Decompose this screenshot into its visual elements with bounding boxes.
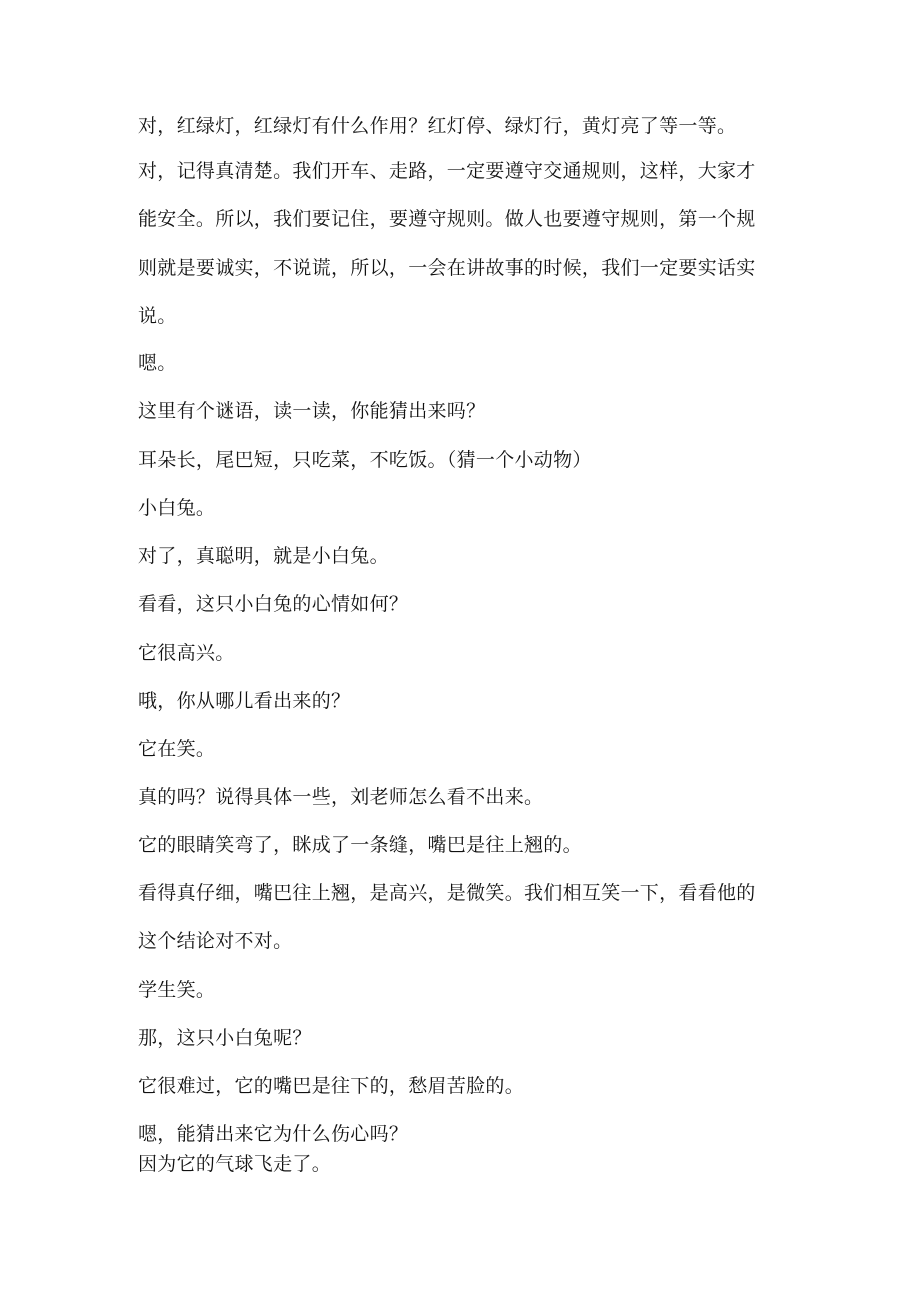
text-line: 真的吗？说得具体一些，刘老师怎么看不出来。	[138, 786, 544, 808]
text-line: 能安全。所以，我们要记住，要遵守规则。做人也要遵守规则，第一个规	[138, 208, 756, 230]
text-line: 对，记得真清楚。我们开车、走路，一定要遵守交通规则，这样，大家才	[138, 160, 756, 182]
text-line: 嗯，能猜出来它为什么伤心吗？	[138, 1123, 409, 1145]
text-line: 学生笑。	[138, 979, 216, 1001]
text-line: 说。	[138, 305, 177, 327]
text-line: 它在笑。	[138, 738, 216, 760]
text-line: 因为它的气球飞走了。	[138, 1153, 332, 1175]
text-line: 小白兔。	[138, 497, 216, 519]
text-line: 哦，你从哪儿看出来的？	[138, 690, 351, 712]
text-line: 耳朵长，尾巴短，只吃菜，不吃饭。（猜一个小动物）	[138, 449, 592, 471]
text-line: 那，这只小白兔呢？	[138, 1027, 312, 1049]
text-line: 它很难过，它的嘴巴是往下的，愁眉苦脸的。	[138, 1075, 525, 1097]
text-line: 这里有个谜语，读一读，你能猜出来吗？	[138, 400, 486, 422]
text-line: 这个结论对不对。	[138, 930, 293, 952]
text-line: 看得真仔细，嘴巴往上翘，是高兴，是微笑。我们相互笑一下，看看他的	[138, 882, 756, 904]
text-line: 它很高兴。	[138, 642, 235, 664]
text-line: 则就是要诚实，不说谎，所以，一会在讲故事的时候，我们一定要实话实	[138, 257, 756, 279]
text-line: 它的眼睛笑弯了，眯成了一条缝，嘴巴是往上翘的。	[138, 834, 582, 856]
text-line: 看看，这只小白兔的心情如何？	[138, 593, 409, 615]
text-line: 嗯。	[138, 352, 177, 374]
text-line: 对了，真聪明，就是小白兔。	[138, 545, 389, 567]
text-line: 对，红绿灯，红绿灯有什么作用？红灯停、绿灯行，黄灯亮了等一等。	[138, 115, 737, 137]
